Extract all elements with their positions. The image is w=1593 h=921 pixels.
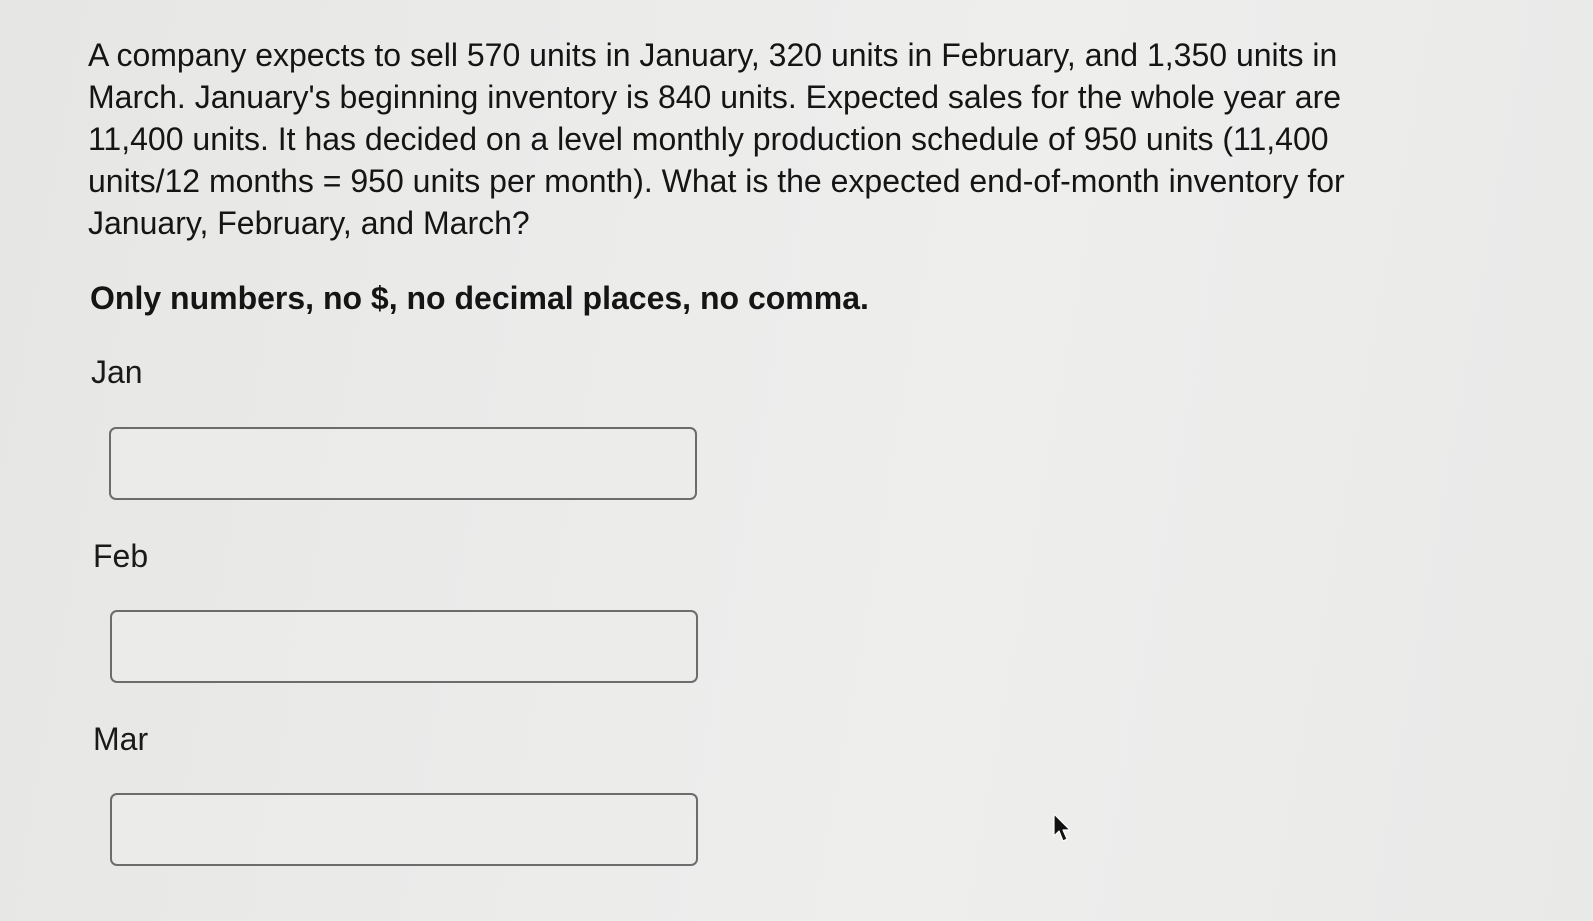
mar-label: Mar [93,721,149,757]
feb-label: Feb [93,538,149,574]
answer-instruction: Only numbers, no $, no decimal places, no comma. [90,280,869,316]
jan-label: Jan [91,354,143,390]
mouse-pointer-icon [1052,813,1072,843]
feb-input[interactable] [110,610,698,683]
jan-input[interactable] [109,427,697,500]
question-text: A company expects to sell 570 units in January, 320 units in February, and 1,350 units in March. January's beginning inventory is 840 units. Expected sales for the whole year are 11,400 units. It has decided on a level monthly production schedule of 950 units (11,400 units/12 months = 950 units per month). What is the expected end-of-month inventory for January, February, and March? [88,37,1345,241]
mar-input[interactable] [110,793,698,866]
